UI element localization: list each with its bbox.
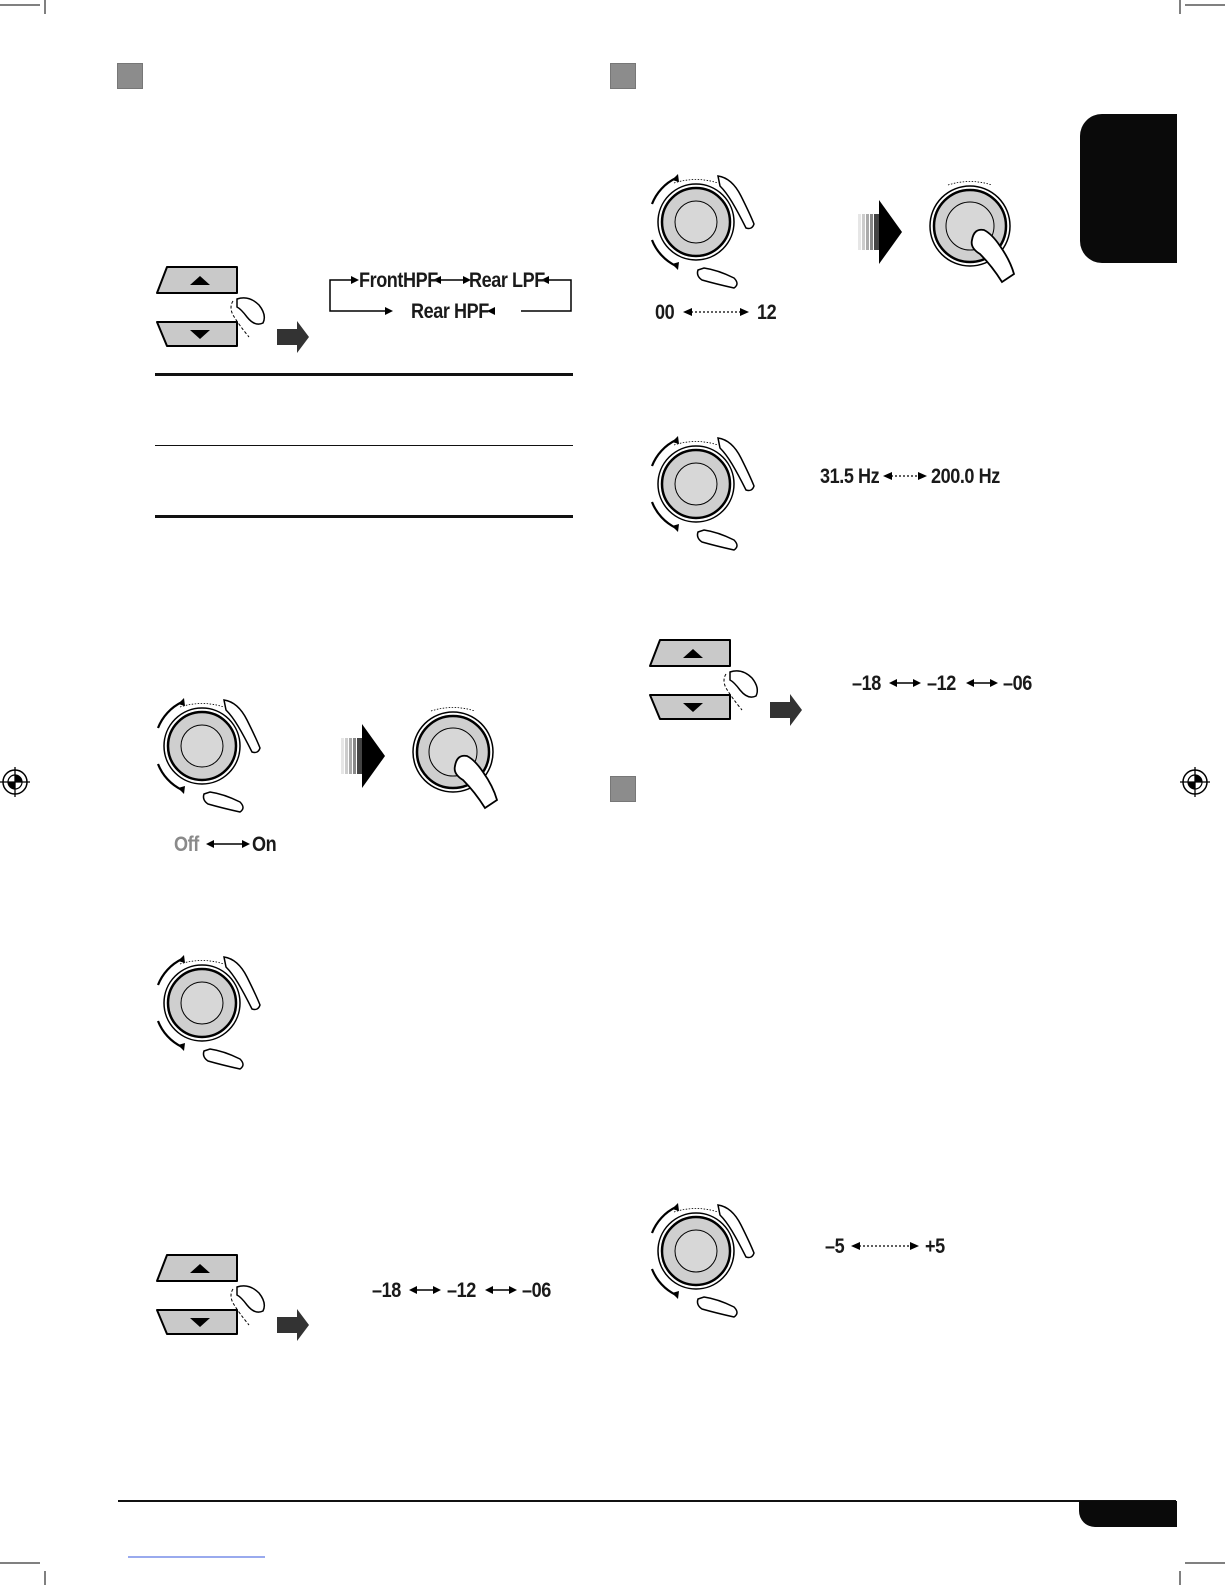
control-dial-icon <box>152 948 282 1078</box>
up-down-buttons-icon <box>650 640 810 730</box>
adjust-min-label: –5 <box>825 1235 845 1258</box>
press-dial-icon <box>405 704 515 814</box>
dotted-arrow-icon <box>851 1240 919 1252</box>
control-dial-icon <box>646 1196 776 1326</box>
on-label: On <box>252 833 277 856</box>
double-arrow-icon <box>889 677 921 689</box>
registration-target-icon <box>1178 765 1212 799</box>
slope-max-label: 12 <box>757 301 777 324</box>
adjust-max-label: +5 <box>925 1235 945 1258</box>
level-right-3: –06 <box>1003 672 1032 695</box>
front-hpf-label: FrontHPF <box>359 269 438 292</box>
page-number-tab <box>1079 1501 1177 1527</box>
level-left-2: –12 <box>447 1279 476 1302</box>
dotted-arrow-icon <box>883 470 927 482</box>
double-arrow-icon <box>206 838 250 850</box>
control-dial-icon <box>646 167 776 297</box>
frequency-max-label: 200.0 Hz <box>931 465 1000 488</box>
rear-lpf-label: Rear LPF <box>469 269 545 292</box>
rear-hpf-label: Rear HPF <box>411 300 489 323</box>
table-top-rule <box>155 373 573 376</box>
footer-rule <box>118 1500 1176 1502</box>
side-tab <box>1080 114 1177 263</box>
up-down-buttons-icon <box>157 1255 317 1345</box>
dotted-arrow-icon <box>683 306 749 318</box>
up-down-buttons-icon <box>157 267 317 357</box>
table-bottom-rule <box>155 515 573 518</box>
double-arrow-icon <box>966 677 998 689</box>
section-marker <box>610 776 636 802</box>
press-arrow-icon <box>341 724 387 788</box>
control-dial-icon <box>152 691 282 821</box>
double-arrow-icon <box>409 1284 441 1296</box>
level-left-3: –06 <box>522 1279 551 1302</box>
registration-target-icon <box>0 765 34 799</box>
double-arrow-icon <box>485 1284 517 1296</box>
table-mid-rule <box>155 445 573 446</box>
section-marker <box>610 63 636 89</box>
section-marker <box>117 63 143 89</box>
off-label: Off <box>174 833 199 856</box>
frequency-min-label: 31.5 Hz <box>820 465 880 488</box>
level-right-2: –12 <box>927 672 956 695</box>
press-dial-icon <box>922 178 1032 288</box>
level-left-1: –18 <box>372 1279 401 1302</box>
control-dial-icon <box>646 429 776 559</box>
level-right-1: –18 <box>852 672 881 695</box>
press-arrow-icon <box>858 200 904 264</box>
slope-min-label: 00 <box>655 301 675 324</box>
